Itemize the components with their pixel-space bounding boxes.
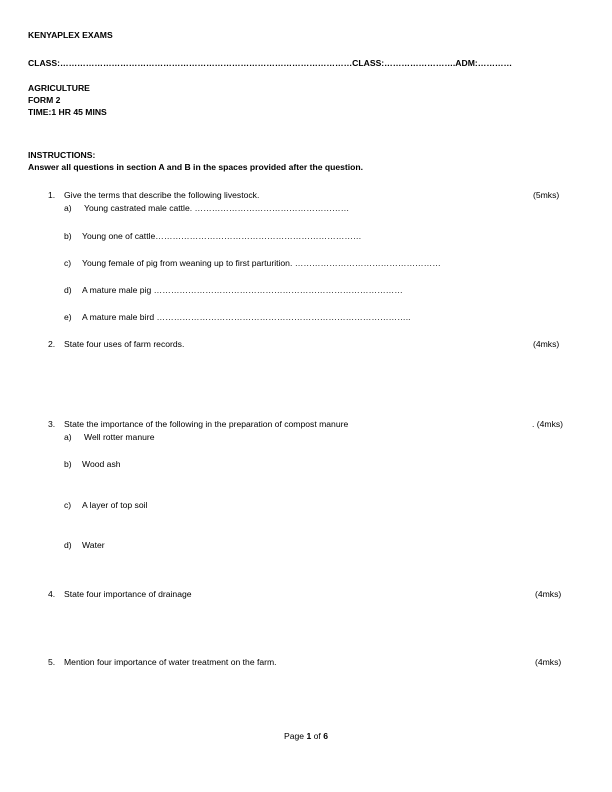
part-label: c) [64,500,72,510]
question-number: 2. [48,339,56,349]
question-text: Mention four importance of water treatment on the farm. [64,657,277,667]
page-prefix: Page [284,731,305,741]
question-number: 5. [48,657,56,667]
page-footer [0,732,612,742]
instructions-heading: INSTRUCTIONS: [28,150,96,160]
question-marks: . (4mks) [532,419,564,429]
part-text: Young female of pig from weaning up to first parturition. …………………………………………… [82,258,441,268]
question-number: 3. [48,419,56,429]
question-text: State the importance of the following in the preparation of compost manure [64,419,349,429]
question-marks: (4mks) [533,339,560,349]
question-text: State four uses of farm records. [64,339,185,349]
question-text: State four importance of drainage [64,589,192,599]
part-text: A mature male pig …………………………………………………………………………… [82,285,403,295]
part-label: b) [64,459,72,469]
question-text: Give the terms that describe the following livestock. [64,190,260,200]
part-text: Young one of cattle……………………………………………………………… [82,231,362,241]
page-total: 6 [323,731,328,741]
question-number: 4. [48,589,56,599]
part-label: a) [64,432,72,442]
part-text: Wood ash [82,459,121,469]
part-label: b) [64,231,72,241]
part-text: Young castrated male cattle. ……………………………………………… [84,203,350,213]
page-current: 1 [306,731,312,741]
part-text: Water [82,540,105,550]
question-number: 1. [48,190,56,200]
school-name: KENYAPLEX EXAMS [28,30,113,40]
part-label: d) [64,285,72,295]
part-label: d) [64,540,72,550]
part-text: Well rotter manure [84,432,155,442]
time-label: TIME:1 HR 45 MINS [28,107,107,117]
part-label: c) [64,258,72,268]
part-text: A mature male bird …………………………………………………………………………….. [82,312,411,322]
part-label: e) [64,312,72,322]
part-text: A layer of top soil [82,500,148,510]
instructions-text: Answer all questions in section A and B in the spaces provided after the question. [28,162,364,172]
form-label: FORM 2 [28,95,61,105]
question-marks: (4mks) [535,589,562,599]
question-marks: (5mks) [533,190,560,200]
subject-title: AGRICULTURE [28,83,90,93]
page-of: of [313,731,321,741]
part-label: a) [64,203,72,213]
question-marks: (4mks) [535,657,562,667]
class-line: CLASS:…………………………………………………………………………………………CLASS:…………………….ADM:………… [28,58,513,68]
